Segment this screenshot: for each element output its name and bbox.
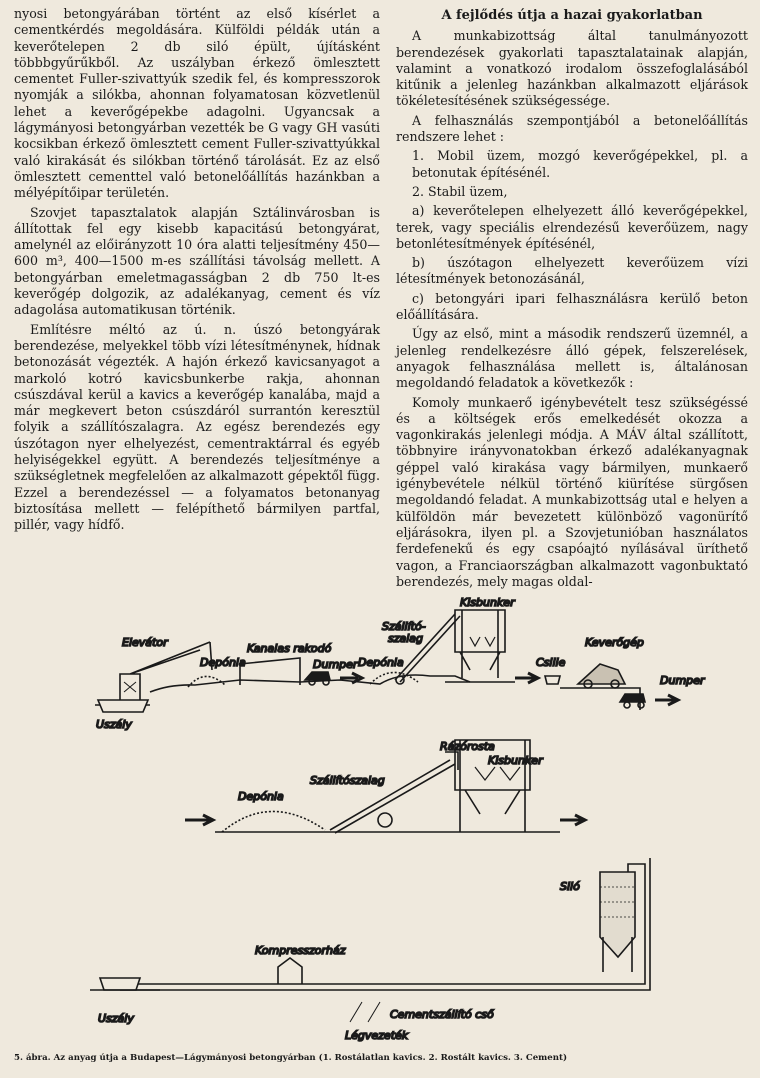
barge-shape <box>98 700 148 712</box>
label-deponia-row2: Depónia <box>238 790 284 803</box>
flow-arrow <box>655 695 678 705</box>
dumper-shape-2 <box>620 694 645 702</box>
list-item: 1. Mobil üzem, mozgó keverőgépekkel, pl. a betonutak építésénél. <box>412 148 748 180</box>
left-column <box>14 6 380 537</box>
material-flow-figure <box>0 592 760 1047</box>
deponia-pile-row2 <box>222 811 325 832</box>
flow-arrow <box>515 673 538 683</box>
list-item: b) úszótagon elhelyezett keverőüzem vízi létesítmények betonozásánál, <box>396 255 748 287</box>
compressor-house-shape <box>278 958 302 984</box>
silo-shape <box>600 872 635 957</box>
list-item: 2. Stabil üzem, <box>412 183 508 199</box>
trolley-shape <box>545 676 560 684</box>
label-small-bunker: Kisbunker <box>460 596 515 609</box>
paragraph: Úgy az első, mint a második rendszerű üzemnél, a jelenleg rendelkezésre álló gépek, felszerelések, anyagok felhasználása mellett is, általánosan megoldandó feladatok a következők : <box>396 326 748 391</box>
list-item: c) betongyári ipari felhasználásra kerülő beton előállítására. <box>396 290 748 323</box>
paragraph: Szovjet tapasztalatok alapján Sztálinvárosban is állítottak fel egy kisebb kapacitású betongyárat, amelynél az előirányzott 10 óra alatti teljesítmény 450—600 m³, 400—1500 m-es szállítási távolság mellett. A betongyárban emeletmagasságban 2 db 750 lt-es keverőgép dolgozik, az adalékanyag, cement és víz adagolása automatikusan történik. <box>14 204 380 318</box>
label-small-bunker-row2: Kisbunker <box>488 754 543 767</box>
flow-arrow <box>185 815 213 825</box>
label-barge: Uszály <box>96 718 132 731</box>
paragraph: Komoly munkaerő igénybevételt tesz szükségéssé és a költségek erős emelkedését okozza a vagonkirakás jelenlegi módja. A MÁV által szállított, többnyire irányvonatokban érkező adalékanyagnak géppel való kirakása vagy bármilyen, munkaerő igénybevétele nélkül történő kiürítése sürgősen megoldandó feladat. A munkabizottság utal e helyen a külföldön már bevezetett különböző vagonürítő eljárásokra, ilyen pl. a Szovjetunióban használatos ferdefenekű és egy csapóajtó nyílásával üríthető vagon, a Franciaországban alkalmazott vagonbuktató berendezés, mely magas oldal- <box>396 394 748 589</box>
elevator-shape <box>120 642 212 700</box>
paragraph: Említésre méltó az ú. n. úszó betongyárak berendezése, melyekkel több vízi létesítménynek, hídnak betonozását végezték. A hajón érkező kavicsanyagot a markoló kotró kavicsbunkerbe rakja, ahonnan csúszdával kerül a kavics a keverőgép kanalába, majd a már megkevert beton csúszdáról surrantón keresztül folyik a szállítószalagra. Az egész berendezés egy úszótagon nyer elhelyezést, cementraktárral és egyéb helyiségekkel együtt. A berendezés teljesítménye a szükségletnek megfelelően az alkalmazott gépektől függ. Ezzel a berendezéssel — a folyamatos betonanyag biztosítása mellett — felépíthető bármilyen partfal, pillér, vagy hídfő. <box>14 321 380 533</box>
label-air-pipe: Légvezeték <box>345 1029 409 1042</box>
label-channel-unloader: Kanalas rakodó <box>247 642 332 655</box>
flow-arrow <box>560 815 585 825</box>
label-mixer: Keverőgép <box>585 636 644 649</box>
paragraph: nyosi betongyárában történt az első kísérlet a cementkérdés megoldására. Külföldi példák után a keverőtelepen 2 db siló épült, újításként többbgyűrűkből. Az uszályban érkező ömlesztett cementet Fuller-szivattyúk szedik fel, és kompresszorok nyomják a silókba, ahonnan folyamatosan közvetlenül lehet a keverőgépekbe adagolni. Ugyancsak a lágymányosi betongyárban vezették be G vagy GH vasúti kocsikban érkező ömlesztett cement Fuller-szivattyúkkal való kirakását és silókban történő tárolását. Ez az első ömlesztett cementtel való betonelőállítás hazánkban a mélyépítőipar területén. <box>14 6 380 201</box>
paragraph: A felhasználás szempontjából a betonelőállítás rendszere lehet : <box>396 112 748 145</box>
label-belt-b: szalag <box>388 632 424 645</box>
barge-shape-row3 <box>100 978 140 990</box>
label-barge-row3: Uszály <box>98 1012 134 1025</box>
section-heading: A fejlődés útja a hazai gyakorlatban <box>441 8 703 23</box>
air-pipe <box>120 858 650 990</box>
label-deponia-2: Depónia <box>358 656 404 669</box>
label-belt-a: Szállító- <box>382 620 426 633</box>
list-item: a) keverőtelepen elhelyezett álló keverőgépekkel, terek, vagy speciális elrendezésű keverőüzem, nagy betonlétesítmények építésénél, <box>396 203 748 251</box>
label-elevator: Elevátor <box>122 636 168 649</box>
figure-caption: 5. ábra. Az anyag útja a Budapest—Lágymányosi betongyárban (1. Rostálatlan kavics. 2. Rostált kavics. 3. Cement) <box>14 1053 568 1063</box>
label-compressor-house: Kompresszorház <box>255 944 346 957</box>
label-cement-pipe: Cementszállító cső <box>390 1008 494 1021</box>
label-belt-row2: Szállítószalag <box>310 774 385 787</box>
right-column <box>396 6 748 593</box>
label-dumper-2: Dumper <box>660 674 705 687</box>
small-bunker-shape <box>455 610 505 678</box>
label-dumper: Dumper <box>313 658 358 671</box>
label-deponia: Depónia <box>200 656 246 669</box>
paragraph: A munkabizottság által tanulmányozott berendezések gyakorlati tapasztalatainak alapján, valamint a vonatkozó irodalom összefoglalásából kitűnik a jelenleg hazánkban alkalmazott eljárások tökéletesítésének szükségessége. <box>396 28 748 109</box>
label-screen: Rázórosta <box>440 740 495 753</box>
label-trolley: Csille <box>536 656 566 669</box>
label-silo: Siló <box>560 880 580 893</box>
